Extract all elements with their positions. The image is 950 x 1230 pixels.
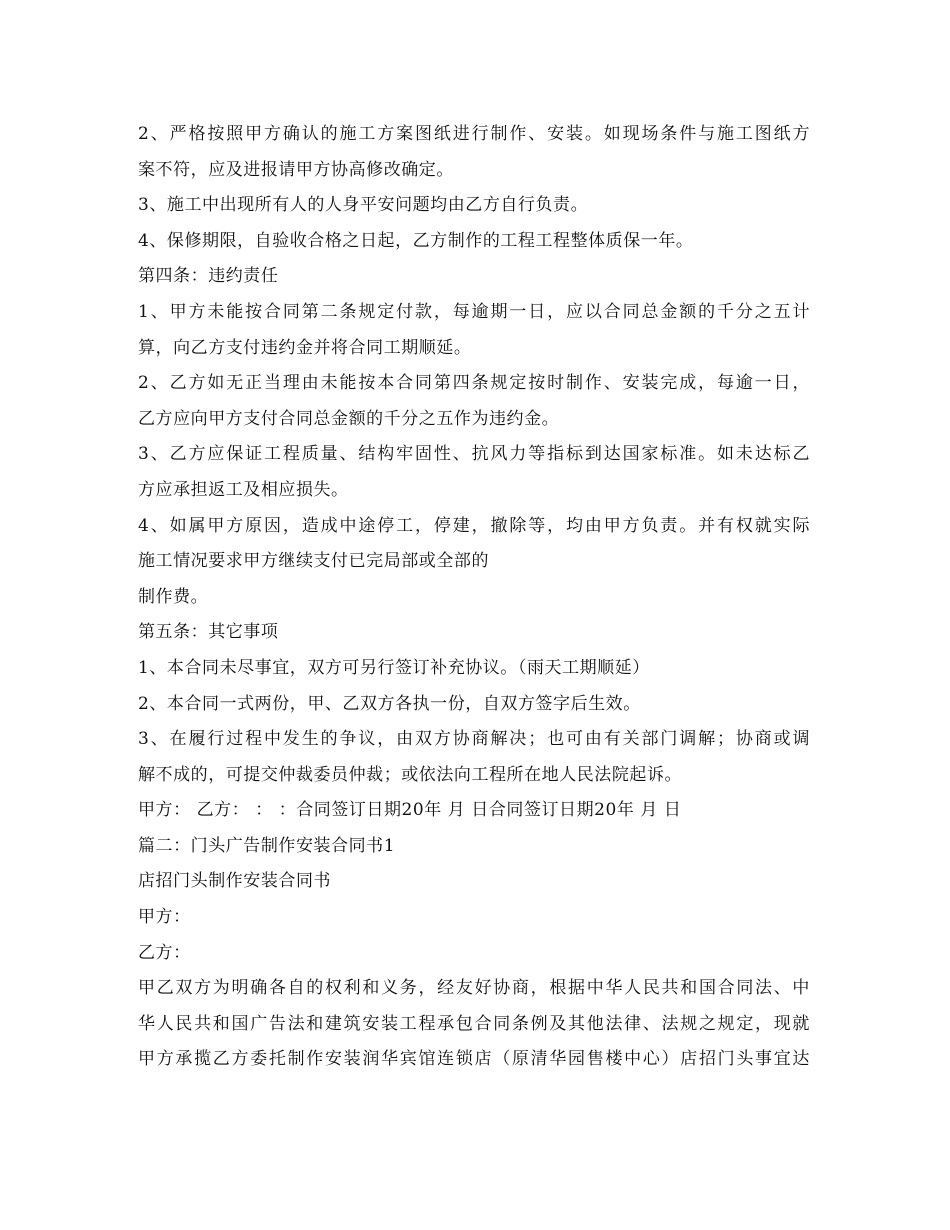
text-line: 乙方应向甲方支付合同总金额的千分之五作为违约金。	[138, 408, 560, 429]
text-line: 4、如属甲方原因，造成中途停工，停建，撤除等，均由甲方负责。并有权就实际	[138, 515, 810, 536]
text-line: 解不成的，可提交仲裁委员仲裁；或依法向工程所在地人民法院起诉。	[138, 764, 683, 785]
party-a-label: 甲方：	[138, 907, 191, 928]
text-line: 算，向乙方支付违约金并将合同工期顺延。	[138, 337, 472, 358]
text-line: 1、本合同未尽事宜，双方可另行签订补充协议。（雨天工期顺延）	[138, 657, 650, 678]
text-line: 案不符，应及进报请甲方协高修改确定。	[138, 159, 454, 180]
text-line: 甲方承揽乙方委托制作安装润华宾馆连锁店（原清华园售楼中心）店招门头事宜达	[138, 1049, 810, 1070]
text-line: 华人民共和国广告法和建筑安装工程承包合同条例及其他法律、法规之规定，现就	[138, 1013, 810, 1034]
text-line: 3、在履行过程中发生的争议，由双方协商解决；也可由有关部门调解；协商或调	[138, 729, 810, 750]
text-line: 制作费。	[138, 586, 209, 607]
signature-line: 甲方： 乙方： ： ：合同签订日期20年 月 日合同签订日期20年 月 日	[138, 800, 682, 821]
text-line: 2、本合同一式两份，甲、乙双方各执一份，自双方签字后生效。	[138, 693, 641, 714]
chapter-heading: 篇二：门头广告制作安装合同书1	[138, 835, 396, 856]
section-heading: 第四条：违约责任	[138, 266, 279, 287]
text-line: 4、保修期限，自验收合格之日起，乙方制作的工程工程整体质保一年。	[138, 230, 694, 251]
text-line: 1、甲方未能按合同第二条规定付款，每逾期一日，应以合同总金额的千分之五计	[138, 301, 810, 322]
contract-title: 店招门头制作安装合同书	[138, 871, 332, 892]
text-line: 甲乙双方为明确各自的权利和义务，经友好协商，根据中华人民共和国合同法、中	[138, 978, 810, 999]
text-line: 3、乙方应保证工程质量、结构牢固性、抗风力等指标到达国家标准。如未达标乙	[138, 444, 810, 465]
contract-text	[138, 117, 810, 1078]
text-line: 3、施工中出现所有人的人身平安问题均由乙方自行负责。	[138, 195, 589, 216]
text-line: 方应承担返工及相应损失。	[138, 479, 349, 500]
section-heading: 第五条：其它事项	[138, 622, 279, 643]
text-line: 施工情况要求甲方继续支付已完局部或全部的	[138, 551, 489, 572]
party-b-label: 乙方：	[138, 942, 191, 963]
text-line: 2、乙方如无正当理由未能按本合同第四条规定按时制作、安装完成，每逾一日，	[138, 373, 810, 394]
text-line: 2、严格按照甲方确认的施工方案图纸进行制作、安装。如现场条件与施工图纸方	[138, 124, 810, 144]
